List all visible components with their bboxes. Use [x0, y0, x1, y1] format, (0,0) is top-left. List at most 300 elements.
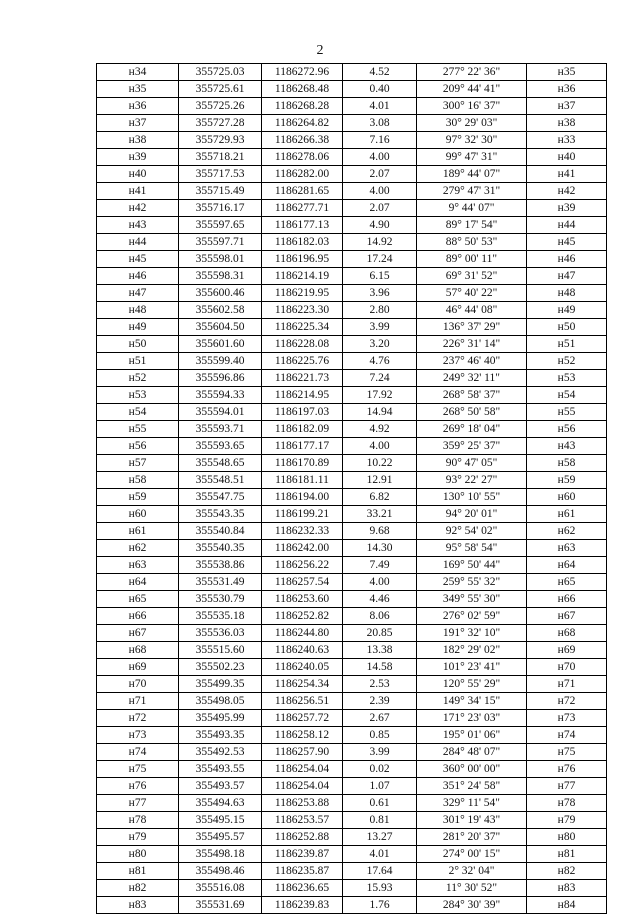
x-coordinate-cell: 355494.63 — [179, 795, 262, 812]
distance-cell: 4.46 — [343, 591, 417, 608]
point-to-cell: н56 — [527, 421, 607, 438]
y-coordinate-cell: 1186194.00 — [262, 489, 343, 506]
point-from-cell: н43 — [97, 217, 179, 234]
distance-cell: 4.76 — [343, 353, 417, 370]
table-row — [97, 285, 607, 302]
point-from-cell: н61 — [97, 523, 179, 540]
bearing-cell: 277° 22' 36" — [417, 64, 527, 81]
bearing-cell: 93° 22' 27" — [417, 472, 527, 489]
point-from-cell: н74 — [97, 744, 179, 761]
table-row — [97, 489, 607, 506]
point-to-cell: н59 — [527, 472, 607, 489]
x-coordinate-cell: 355493.57 — [179, 778, 262, 795]
point-to-cell: н82 — [527, 863, 607, 880]
point-from-cell: н77 — [97, 795, 179, 812]
y-coordinate-cell: 1186256.22 — [262, 557, 343, 574]
x-coordinate-cell: 355602.58 — [179, 302, 262, 319]
table-row — [97, 523, 607, 540]
table-row — [97, 268, 607, 285]
x-coordinate-cell: 355715.49 — [179, 183, 262, 200]
distance-cell: 15.93 — [343, 880, 417, 897]
x-coordinate-cell: 355535.18 — [179, 608, 262, 625]
bearing-cell: 276° 02' 59" — [417, 608, 527, 625]
y-coordinate-cell: 1186254.04 — [262, 761, 343, 778]
bearing-cell: 279° 47' 31" — [417, 183, 527, 200]
x-coordinate-cell: 355725.03 — [179, 64, 262, 81]
x-coordinate-cell: 355597.71 — [179, 234, 262, 251]
distance-cell: 20.85 — [343, 625, 417, 642]
bearing-cell: 284° 48' 07" — [417, 744, 527, 761]
coordinates-table — [96, 63, 607, 914]
x-coordinate-cell: 355530.79 — [179, 591, 262, 608]
distance-cell: 2.07 — [343, 200, 417, 217]
point-from-cell: н60 — [97, 506, 179, 523]
point-to-cell: н58 — [527, 455, 607, 472]
point-from-cell: н40 — [97, 166, 179, 183]
point-from-cell: н52 — [97, 370, 179, 387]
y-coordinate-cell: 1186239.87 — [262, 846, 343, 863]
x-coordinate-cell: 355717.53 — [179, 166, 262, 183]
table-row — [97, 455, 607, 472]
point-to-cell: н75 — [527, 744, 607, 761]
distance-cell: 13.38 — [343, 642, 417, 659]
point-from-cell: н41 — [97, 183, 179, 200]
y-coordinate-cell: 1186236.65 — [262, 880, 343, 897]
table-row — [97, 234, 607, 251]
point-to-cell: н67 — [527, 608, 607, 625]
bearing-cell: 97° 32' 30" — [417, 132, 527, 149]
bearing-cell: 359° 25' 37" — [417, 438, 527, 455]
bearing-cell: 209° 44' 41" — [417, 81, 527, 98]
table-row — [97, 183, 607, 200]
y-coordinate-cell: 1186254.04 — [262, 778, 343, 795]
point-to-cell: н54 — [527, 387, 607, 404]
y-coordinate-cell: 1186177.13 — [262, 217, 343, 234]
distance-cell: 12.91 — [343, 472, 417, 489]
distance-cell: 1.07 — [343, 778, 417, 795]
table-row — [97, 336, 607, 353]
x-coordinate-cell: 355498.46 — [179, 863, 262, 880]
y-coordinate-cell: 1186197.03 — [262, 404, 343, 421]
bearing-cell: 281° 20' 37" — [417, 829, 527, 846]
point-from-cell: н37 — [97, 115, 179, 132]
y-coordinate-cell: 1186257.72 — [262, 710, 343, 727]
point-to-cell: н74 — [527, 727, 607, 744]
bearing-cell: 9° 44' 07" — [417, 200, 527, 217]
point-from-cell: н36 — [97, 98, 179, 115]
point-to-cell: н69 — [527, 642, 607, 659]
bearing-cell: 191° 32' 10" — [417, 625, 527, 642]
point-to-cell: н63 — [527, 540, 607, 557]
distance-cell: 8.06 — [343, 608, 417, 625]
x-coordinate-cell: 355725.26 — [179, 98, 262, 115]
distance-cell: 14.94 — [343, 404, 417, 421]
bearing-cell: 130° 10' 55" — [417, 489, 527, 506]
point-from-cell: н53 — [97, 387, 179, 404]
x-coordinate-cell: 355498.05 — [179, 693, 262, 710]
point-from-cell: н75 — [97, 761, 179, 778]
y-coordinate-cell: 1186256.51 — [262, 693, 343, 710]
distance-cell: 3.99 — [343, 319, 417, 336]
table-row — [97, 880, 607, 897]
point-from-cell: н79 — [97, 829, 179, 846]
table-row — [97, 319, 607, 336]
point-from-cell: н57 — [97, 455, 179, 472]
x-coordinate-cell: 355596.86 — [179, 370, 262, 387]
y-coordinate-cell: 1186268.28 — [262, 98, 343, 115]
point-from-cell: н72 — [97, 710, 179, 727]
bearing-cell: 90° 47' 05" — [417, 455, 527, 472]
bearing-cell: 57° 40' 22" — [417, 285, 527, 302]
distance-cell: 4.90 — [343, 217, 417, 234]
table-row — [97, 659, 607, 676]
table-row — [97, 778, 607, 795]
point-from-cell: н47 — [97, 285, 179, 302]
point-from-cell: н42 — [97, 200, 179, 217]
distance-cell: 0.40 — [343, 81, 417, 98]
point-from-cell: н48 — [97, 302, 179, 319]
point-from-cell: н62 — [97, 540, 179, 557]
point-to-cell: н45 — [527, 234, 607, 251]
distance-cell: 6.82 — [343, 489, 417, 506]
x-coordinate-cell: 355515.60 — [179, 642, 262, 659]
bearing-cell: 2° 32' 04" — [417, 863, 527, 880]
point-to-cell: н49 — [527, 302, 607, 319]
x-coordinate-cell: 355540.35 — [179, 540, 262, 557]
point-from-cell: н71 — [97, 693, 179, 710]
x-coordinate-cell: 355599.40 — [179, 353, 262, 370]
point-to-cell: н33 — [527, 132, 607, 149]
bearing-cell: 169° 50' 44" — [417, 557, 527, 574]
distance-cell: 6.15 — [343, 268, 417, 285]
table-row — [97, 353, 607, 370]
table-row — [97, 81, 607, 98]
x-coordinate-cell: 355600.46 — [179, 285, 262, 302]
table-row — [97, 744, 607, 761]
x-coordinate-cell: 355493.55 — [179, 761, 262, 778]
bearing-cell: 94° 20' 01" — [417, 506, 527, 523]
point-to-cell: н61 — [527, 506, 607, 523]
point-to-cell: н62 — [527, 523, 607, 540]
x-coordinate-cell: 355502.23 — [179, 659, 262, 676]
distance-cell: 7.49 — [343, 557, 417, 574]
y-coordinate-cell: 1186257.90 — [262, 744, 343, 761]
point-from-cell: н67 — [97, 625, 179, 642]
distance-cell: 0.61 — [343, 795, 417, 812]
point-from-cell: н38 — [97, 132, 179, 149]
y-coordinate-cell: 1186272.96 — [262, 64, 343, 81]
distance-cell: 17.92 — [343, 387, 417, 404]
distance-cell: 14.58 — [343, 659, 417, 676]
y-coordinate-cell: 1186225.76 — [262, 353, 343, 370]
bearing-cell: 92° 54' 02" — [417, 523, 527, 540]
x-coordinate-cell: 355536.03 — [179, 625, 262, 642]
bearing-cell: 88° 50' 53" — [417, 234, 527, 251]
distance-cell: 4.00 — [343, 183, 417, 200]
x-coordinate-cell: 355531.69 — [179, 897, 262, 914]
x-coordinate-cell: 355492.53 — [179, 744, 262, 761]
y-coordinate-cell: 1186182.09 — [262, 421, 343, 438]
bearing-cell: 89° 00' 11" — [417, 251, 527, 268]
distance-cell: 17.24 — [343, 251, 417, 268]
point-from-cell: н59 — [97, 489, 179, 506]
point-to-cell: н60 — [527, 489, 607, 506]
y-coordinate-cell: 1186281.65 — [262, 183, 343, 200]
table-row — [97, 251, 607, 268]
table-row — [97, 404, 607, 421]
bearing-cell: 284° 30' 39" — [417, 897, 527, 914]
x-coordinate-cell: 355543.35 — [179, 506, 262, 523]
point-to-cell: н40 — [527, 149, 607, 166]
distance-cell: 4.01 — [343, 98, 417, 115]
bearing-cell: 360° 00' 00" — [417, 761, 527, 778]
x-coordinate-cell: 355718.21 — [179, 149, 262, 166]
page-number: 2 — [316, 43, 324, 58]
distance-cell: 3.99 — [343, 744, 417, 761]
y-coordinate-cell: 1186239.83 — [262, 897, 343, 914]
y-coordinate-cell: 1186266.38 — [262, 132, 343, 149]
point-from-cell: н44 — [97, 234, 179, 251]
point-to-cell: н64 — [527, 557, 607, 574]
point-to-cell: н72 — [527, 693, 607, 710]
point-from-cell: н58 — [97, 472, 179, 489]
point-to-cell: н65 — [527, 574, 607, 591]
x-coordinate-cell: 355547.75 — [179, 489, 262, 506]
point-to-cell: н53 — [527, 370, 607, 387]
point-from-cell: н34 — [97, 64, 179, 81]
point-to-cell: н70 — [527, 659, 607, 676]
y-coordinate-cell: 1186225.34 — [262, 319, 343, 336]
table-row — [97, 625, 607, 642]
table-row — [97, 98, 607, 115]
x-coordinate-cell: 355727.28 — [179, 115, 262, 132]
point-to-cell: н48 — [527, 285, 607, 302]
point-from-cell: н70 — [97, 676, 179, 693]
bearing-cell: 237° 46' 40" — [417, 353, 527, 370]
point-to-cell: н83 — [527, 880, 607, 897]
point-from-cell: н65 — [97, 591, 179, 608]
point-to-cell: н50 — [527, 319, 607, 336]
bearing-cell: 99° 47' 31" — [417, 149, 527, 166]
point-to-cell: н51 — [527, 336, 607, 353]
distance-cell: 1.76 — [343, 897, 417, 914]
y-coordinate-cell: 1186182.03 — [262, 234, 343, 251]
point-from-cell: н56 — [97, 438, 179, 455]
y-coordinate-cell: 1186232.33 — [262, 523, 343, 540]
table-row — [97, 438, 607, 455]
point-to-cell: н38 — [527, 115, 607, 132]
distance-cell: 2.67 — [343, 710, 417, 727]
table-row — [97, 200, 607, 217]
bearing-cell: 268° 50' 58" — [417, 404, 527, 421]
y-coordinate-cell: 1186242.00 — [262, 540, 343, 557]
bearing-cell: 89° 17' 54" — [417, 217, 527, 234]
table-row — [97, 829, 607, 846]
point-to-cell: н41 — [527, 166, 607, 183]
table-row — [97, 115, 607, 132]
bearing-cell: 189° 44' 07" — [417, 166, 527, 183]
bearing-cell: 136° 37' 29" — [417, 319, 527, 336]
table-row — [97, 676, 607, 693]
x-coordinate-cell: 355495.57 — [179, 829, 262, 846]
y-coordinate-cell: 1186240.63 — [262, 642, 343, 659]
point-to-cell: н71 — [527, 676, 607, 693]
bearing-cell: 182° 29' 02" — [417, 642, 527, 659]
coordinates-table-body — [97, 64, 607, 914]
table-row — [97, 591, 607, 608]
point-to-cell: н35 — [527, 64, 607, 81]
bearing-cell: 11° 30' 52" — [417, 880, 527, 897]
table-row — [97, 302, 607, 319]
bearing-cell: 269° 18' 04" — [417, 421, 527, 438]
distance-cell: 14.92 — [343, 234, 417, 251]
x-coordinate-cell: 355548.65 — [179, 455, 262, 472]
table-row — [97, 472, 607, 489]
point-to-cell: н44 — [527, 217, 607, 234]
table-row — [97, 540, 607, 557]
table-row — [97, 149, 607, 166]
point-to-cell: н76 — [527, 761, 607, 778]
y-coordinate-cell: 1186253.57 — [262, 812, 343, 829]
distance-cell: 3.20 — [343, 336, 417, 353]
point-to-cell: н66 — [527, 591, 607, 608]
point-to-cell: н68 — [527, 625, 607, 642]
distance-cell: 4.92 — [343, 421, 417, 438]
bearing-cell: 351° 24' 58" — [417, 778, 527, 795]
x-coordinate-cell: 355499.35 — [179, 676, 262, 693]
distance-cell: 9.68 — [343, 523, 417, 540]
y-coordinate-cell: 1186228.08 — [262, 336, 343, 353]
y-coordinate-cell: 1186219.95 — [262, 285, 343, 302]
bearing-cell: 95° 58' 54" — [417, 540, 527, 557]
table-row — [97, 387, 607, 404]
distance-cell: 0.85 — [343, 727, 417, 744]
x-coordinate-cell: 355516.08 — [179, 880, 262, 897]
bearing-cell: 329° 11' 54" — [417, 795, 527, 812]
point-to-cell: н77 — [527, 778, 607, 795]
y-coordinate-cell: 1186196.95 — [262, 251, 343, 268]
point-to-cell: н47 — [527, 268, 607, 285]
point-from-cell: н49 — [97, 319, 179, 336]
point-to-cell: н80 — [527, 829, 607, 846]
y-coordinate-cell: 1186214.19 — [262, 268, 343, 285]
point-to-cell: н81 — [527, 846, 607, 863]
y-coordinate-cell: 1186253.88 — [262, 795, 343, 812]
point-from-cell: н46 — [97, 268, 179, 285]
table-row — [97, 421, 607, 438]
bearing-cell: 226° 31' 14" — [417, 336, 527, 353]
distance-cell: 7.24 — [343, 370, 417, 387]
point-from-cell: н69 — [97, 659, 179, 676]
point-from-cell: н78 — [97, 812, 179, 829]
distance-cell: 2.07 — [343, 166, 417, 183]
y-coordinate-cell: 1186235.87 — [262, 863, 343, 880]
distance-cell: 13.27 — [343, 829, 417, 846]
y-coordinate-cell: 1186278.06 — [262, 149, 343, 166]
bearing-cell: 120° 55' 29" — [417, 676, 527, 693]
x-coordinate-cell: 355604.50 — [179, 319, 262, 336]
point-to-cell: н36 — [527, 81, 607, 98]
distance-cell: 4.00 — [343, 438, 417, 455]
point-from-cell: н51 — [97, 353, 179, 370]
y-coordinate-cell: 1186181.11 — [262, 472, 343, 489]
distance-cell: 4.01 — [343, 846, 417, 863]
x-coordinate-cell: 355594.33 — [179, 387, 262, 404]
y-coordinate-cell: 1186240.05 — [262, 659, 343, 676]
x-coordinate-cell: 355531.49 — [179, 574, 262, 591]
point-from-cell: н63 — [97, 557, 179, 574]
distance-cell: 2.53 — [343, 676, 417, 693]
x-coordinate-cell: 355597.65 — [179, 217, 262, 234]
x-coordinate-cell: 355598.01 — [179, 251, 262, 268]
table-row — [97, 710, 607, 727]
distance-cell: 3.08 — [343, 115, 417, 132]
x-coordinate-cell: 355594.01 — [179, 404, 262, 421]
y-coordinate-cell: 1186277.71 — [262, 200, 343, 217]
bearing-cell: 149° 34' 15" — [417, 693, 527, 710]
x-coordinate-cell: 355540.84 — [179, 523, 262, 540]
y-coordinate-cell: 1186170.89 — [262, 455, 343, 472]
point-to-cell: н84 — [527, 897, 607, 914]
bearing-cell: 259° 55' 32" — [417, 574, 527, 591]
y-coordinate-cell: 1186254.34 — [262, 676, 343, 693]
table-row — [97, 812, 607, 829]
point-from-cell: н66 — [97, 608, 179, 625]
y-coordinate-cell: 1186252.82 — [262, 608, 343, 625]
bearing-cell: 301° 19' 43" — [417, 812, 527, 829]
table-row — [97, 217, 607, 234]
point-to-cell: н78 — [527, 795, 607, 812]
point-from-cell: н64 — [97, 574, 179, 591]
distance-cell: 4.00 — [343, 574, 417, 591]
table-row — [97, 132, 607, 149]
point-from-cell: н82 — [97, 880, 179, 897]
distance-cell: 14.30 — [343, 540, 417, 557]
point-to-cell: н79 — [527, 812, 607, 829]
y-coordinate-cell: 1186268.48 — [262, 81, 343, 98]
point-from-cell: н83 — [97, 897, 179, 914]
table-row — [97, 642, 607, 659]
bearing-cell: 349° 55' 30" — [417, 591, 527, 608]
point-to-cell: н46 — [527, 251, 607, 268]
y-coordinate-cell: 1186282.00 — [262, 166, 343, 183]
x-coordinate-cell: 355538.86 — [179, 557, 262, 574]
distance-cell: 17.64 — [343, 863, 417, 880]
point-from-cell: н39 — [97, 149, 179, 166]
distance-cell: 0.81 — [343, 812, 417, 829]
distance-cell: 2.80 — [343, 302, 417, 319]
distance-cell: 0.02 — [343, 761, 417, 778]
point-to-cell: н52 — [527, 353, 607, 370]
table-row — [97, 64, 607, 81]
x-coordinate-cell: 355598.31 — [179, 268, 262, 285]
y-coordinate-cell: 1186257.54 — [262, 574, 343, 591]
point-from-cell: н35 — [97, 81, 179, 98]
table-row — [97, 846, 607, 863]
distance-cell: 2.39 — [343, 693, 417, 710]
table-row — [97, 574, 607, 591]
y-coordinate-cell: 1186199.21 — [262, 506, 343, 523]
point-from-cell: н50 — [97, 336, 179, 353]
point-to-cell: н55 — [527, 404, 607, 421]
x-coordinate-cell: 355716.17 — [179, 200, 262, 217]
distance-cell: 4.52 — [343, 64, 417, 81]
x-coordinate-cell: 355593.65 — [179, 438, 262, 455]
x-coordinate-cell: 355495.15 — [179, 812, 262, 829]
x-coordinate-cell: 355493.35 — [179, 727, 262, 744]
table-row — [97, 506, 607, 523]
distance-cell: 4.00 — [343, 149, 417, 166]
